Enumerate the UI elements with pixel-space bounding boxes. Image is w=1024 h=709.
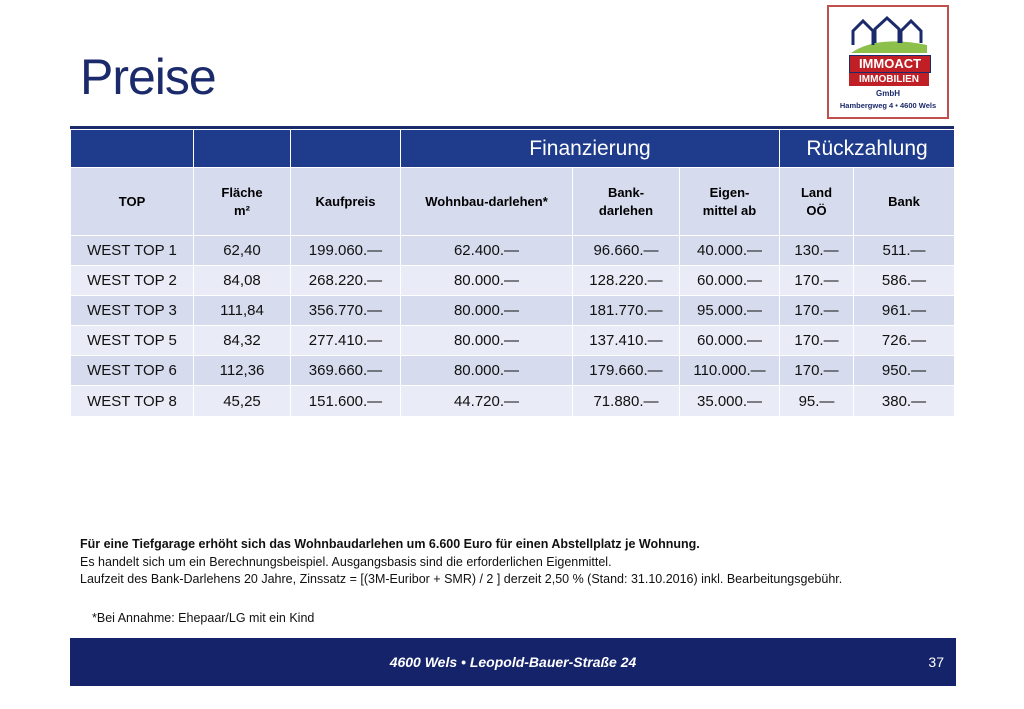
table-column-header-row bbox=[71, 168, 955, 236]
table-row: WEST TOP 1 62,40 199.060.— 62.400.— 96.660.— 40.000.— 130.— 511.— bbox=[71, 236, 955, 266]
logo-brand-line1: IMMOACT bbox=[849, 55, 931, 73]
table-row: WEST TOP 8 45,25 151.600.— 44.720.— 71.880.— 35.000.— 95.— 380.— bbox=[71, 386, 955, 417]
logo-gmbh: GmbH bbox=[876, 89, 900, 98]
col-header-bank: Bank bbox=[854, 168, 955, 236]
group-header-finanzierung: Finanzierung bbox=[401, 130, 780, 168]
footer-bar bbox=[70, 638, 956, 686]
note-laufzeit: Laufzeit des Bank-Darlehens 20 Jahre, Zinssatz = [(3M-Euribor + SMR) / 2 ] derzeit 2,50 % (Stand: 31.10.2016) inkl. Bearbeitungsgebühr. bbox=[80, 572, 843, 586]
company-logo bbox=[827, 5, 949, 119]
page-number: 37 bbox=[928, 654, 944, 670]
note-tiefgarage: Für eine Tiefgarage erhöht sich das Wohnbaudarlehen um 6.600 Euro für einen Abstellplatz je Wohnung. bbox=[80, 537, 700, 551]
footer-address: 4600 Wels • Leopold-Bauer-Straße 24 bbox=[389, 654, 637, 670]
table-group-header-row bbox=[71, 130, 955, 168]
col-header-land-ooe: Land OÖ bbox=[780, 168, 854, 236]
table-row: WEST TOP 5 84,32 277.410.— 80.000.— 137.410.— 60.000.— 170.— 726.— bbox=[71, 326, 955, 356]
col-header-flaeche: Fläche m² bbox=[194, 168, 291, 236]
table-row: WEST TOP 2 84,08 268.220.— 80.000.— 128.220.— 60.000.— 170.— 586.— bbox=[71, 266, 955, 296]
houses-icon bbox=[847, 15, 931, 55]
logo-brand-line2: IMMOBILIEN bbox=[849, 73, 929, 86]
notes-block bbox=[80, 536, 842, 589]
col-header-kaufpreis: Kaufpreis bbox=[291, 168, 401, 236]
col-header-top: TOP bbox=[71, 168, 194, 236]
col-header-eigenmittel: Eigen- mittel ab bbox=[680, 168, 780, 236]
note-berechnungsbeispiel: Es handelt sich um ein Berechnungsbeispiel. Ausgangsbasis sind die erforderlichen Eigenmittel. bbox=[80, 554, 612, 569]
price-table bbox=[70, 129, 955, 417]
table-row: WEST TOP 6 112,36 369.660.— 80.000.— 179.660.— 110.000.— 170.— 950.— bbox=[71, 356, 955, 386]
footnote: *Bei Annahme: Ehepaar/LG mit ein Kind bbox=[92, 611, 315, 625]
logo-address: Hambergweg 4 • 4600 Wels bbox=[839, 101, 937, 110]
page-title: Preise bbox=[80, 49, 216, 105]
col-header-wohnbaudarlehen: Wohnbau-darlehen* bbox=[401, 168, 573, 236]
col-header-bankdarlehen: Bank- darlehen bbox=[573, 168, 680, 236]
table-row: WEST TOP 3 111,84 356.770.— 80.000.— 181.770.— 95.000.— 170.— 961.— bbox=[71, 296, 955, 326]
group-header-rueckzahlung: Rückzahlung bbox=[780, 130, 955, 168]
